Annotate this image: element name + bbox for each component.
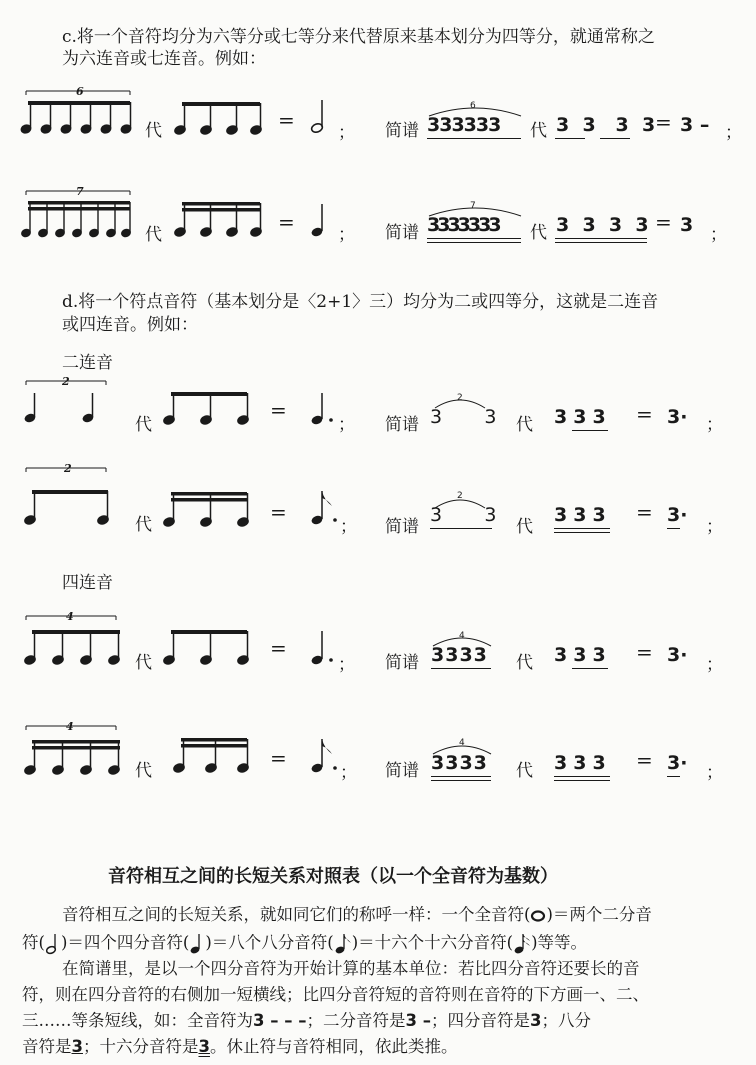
sixteenth-note-icon — [513, 933, 531, 955]
tuplet-number: 4 — [66, 720, 74, 733]
semicolon: ； — [338, 225, 355, 245]
jianpu-equal: 3 — [680, 214, 694, 236]
p2-text-3d: ；八分 — [541, 1011, 591, 1030]
underline — [431, 776, 491, 777]
jianpu-label: 简谱 — [385, 223, 419, 243]
dai-label: 代 — [530, 121, 547, 141]
p1-text-d: )＝四个四分音符( — [60, 933, 190, 952]
semicolon: ； — [338, 415, 355, 435]
dai-label: 代 — [135, 761, 152, 781]
sixteenth-notes-three — [173, 736, 263, 776]
quarter-note — [310, 200, 334, 240]
equals-sign: = — [636, 402, 653, 426]
jianpu-tuplet: 333333 — [427, 114, 501, 136]
dai-label: 代 — [530, 223, 547, 243]
underline — [600, 138, 630, 139]
jianpu-tuplet-number: 4 — [459, 738, 465, 748]
jianpu-tuplet-number: 4 — [459, 631, 465, 641]
paragraph-2-line3 — [22, 1008, 591, 1034]
p2-text-3c: ；四分音符是 — [430, 1011, 530, 1030]
jianpu-tuplet: 3 3 — [430, 504, 497, 526]
jianpu-label: 简谱 — [385, 415, 419, 435]
underline — [555, 138, 585, 139]
underline — [667, 528, 680, 529]
dotted-eighth-note — [310, 736, 344, 776]
semicolon: ； — [706, 517, 723, 537]
underline — [554, 776, 610, 777]
dai-label: 代 — [145, 121, 162, 141]
dai-label: 代 — [516, 415, 533, 435]
jianpu-equal: 3 – — [680, 114, 710, 136]
intro-c-line1: c.将一个音符均分为六等分或七等分来代替原来基本划分为四等分，就通常称之 — [62, 27, 655, 47]
underline — [431, 780, 491, 781]
dai-label: 代 — [135, 515, 152, 535]
p2-text-4c: 。休止符与音符相同，依此类推。 — [209, 1037, 458, 1056]
equals-sign: = — [278, 210, 295, 234]
underline — [554, 780, 610, 781]
eighth-notes-three — [163, 390, 253, 430]
semicolon: ； — [706, 655, 723, 675]
underline — [667, 776, 680, 777]
dai-label: 代 — [516, 761, 533, 781]
dotted-eighth-note — [310, 488, 344, 528]
table-title: 音符相互之间的长短关系对照表（以一个全音符为基数） — [108, 866, 558, 887]
underline — [430, 528, 492, 529]
dai-label: 代 — [516, 517, 533, 537]
jianpu-replaced: 333 — [554, 644, 612, 666]
whole-example: 3 – – – — [253, 1011, 307, 1030]
jianpu-replaced: 3 3 3 3 — [556, 114, 656, 136]
underline — [431, 668, 491, 669]
p2-text-3b: ；二分音符是 — [306, 1011, 406, 1030]
intro-d-line2: 或四连音。例如： — [62, 315, 198, 335]
half-note-icon — [45, 933, 61, 955]
p1-text-e: )＝八个八分音符( — [205, 933, 334, 952]
jianpu-equal: 3· — [667, 752, 688, 774]
jianpu-equal: 3· — [667, 504, 688, 526]
equals-sign: = — [636, 640, 653, 664]
underline — [427, 238, 521, 239]
tuplet-number: 6 — [76, 85, 84, 98]
jianpu-tuplet: 3333 — [431, 752, 488, 774]
jianpu-replaced: 3 3 3 3 — [556, 214, 649, 236]
tuplet-number: 2 — [64, 462, 72, 475]
p2-text-3a: 三……等条短线，如：全音符为 — [22, 1011, 253, 1030]
underline — [572, 668, 608, 669]
jianpu-tuplet: 3333 — [431, 644, 488, 666]
underline — [572, 430, 608, 431]
eighth-example: 3 — [71, 1037, 83, 1056]
jianpu-replaced: 333 — [554, 752, 612, 774]
jianpu-tuplet-number: 2 — [457, 491, 463, 501]
paragraph-2-line4 — [22, 1034, 457, 1060]
semicolon: ； — [338, 123, 355, 143]
jianpu-tuplet-number: 6 — [470, 101, 476, 111]
jianpu-label: 简谱 — [385, 121, 419, 141]
jianpu-tuplet-number: 7 — [470, 201, 476, 211]
jianpu-label: 简谱 — [385, 517, 419, 537]
underline — [554, 532, 610, 533]
semicolon: ； — [725, 123, 742, 143]
eighth-notes-four — [175, 100, 265, 140]
sixteenth-notes-three — [163, 490, 253, 530]
eighth-note-icon — [334, 933, 352, 955]
p2-text-4b: ；十六分音符是 — [82, 1037, 199, 1056]
p1-text-c: 符( — [22, 933, 45, 952]
dai-label: 代 — [135, 415, 152, 435]
p2-text-4a: 音符是 — [22, 1037, 72, 1056]
underline — [554, 528, 610, 529]
paragraph-2-line1: 在简谱里，是以一个四分音符为开始计算的基本单位：若比四分音符还要长的音 — [62, 959, 640, 978]
jianpu-label: 简谱 — [385, 653, 419, 673]
p1-text-b: )＝两个二分音 — [546, 905, 652, 924]
dotted-quarter-note — [310, 628, 340, 668]
semicolon: ； — [706, 415, 723, 435]
equals-sign: = — [270, 636, 287, 660]
equals-sign: = — [270, 500, 287, 524]
sixteenth-notes-four — [175, 200, 265, 240]
paragraph-2-line2: 符，则在四分音符的右侧加一短横线；比四分音符短的音符则在音符的下方画一、二、 — [22, 985, 649, 1004]
quarter-example: 3 — [529, 1011, 542, 1030]
paragraph-1-line1 — [62, 902, 652, 928]
semicolon: ； — [338, 655, 355, 675]
half-example: 3 – — [405, 1011, 431, 1030]
underline — [555, 242, 647, 243]
eighth-notes-three — [163, 628, 253, 668]
dotted-quarter-note — [310, 390, 340, 430]
tuplet-number: 7 — [76, 185, 84, 198]
equals-sign: = — [278, 108, 295, 132]
semicolon: ； — [340, 763, 357, 783]
equals-sign: = — [270, 746, 287, 770]
semicolon: ； — [710, 225, 727, 245]
semicolon: ； — [340, 517, 357, 537]
tuplet-number: 2 — [62, 375, 70, 388]
equals-sign: = — [636, 748, 653, 772]
underline — [427, 242, 521, 243]
jianpu-tuplet-number: 2 — [457, 393, 463, 403]
intro-c-line2: 为六连音或七连音。例如： — [62, 49, 266, 69]
jianpu-label: 简谱 — [385, 761, 419, 781]
underline — [427, 138, 521, 139]
underline — [555, 238, 647, 239]
sixteenth-example: 3 — [198, 1037, 210, 1056]
jianpu-replaced: 333 — [554, 504, 612, 526]
jianpu-equal: 3· — [667, 644, 688, 666]
p1-text-a: 音符相互之间的长短关系，就如同它们的称呼一样：一个全音符( — [62, 905, 531, 924]
p1-text-f: )＝十六个十六分音符( — [351, 933, 514, 952]
equals-sign: = — [270, 398, 287, 422]
jianpu-tuplet: 3333333 — [427, 214, 499, 236]
p1-text-g: )等等。 — [531, 933, 587, 952]
equals-sign: = — [655, 210, 672, 234]
paragraph-1-line2 — [22, 930, 587, 956]
jianpu-equal: 3· — [667, 406, 688, 428]
dai-label: 代 — [516, 653, 533, 673]
intro-d-line1: d.将一个符点音符（基本划分是〈2+1〉三）均分为二或四等分，这就是二连音 — [62, 292, 659, 312]
jianpu-tuplet: 3 3 — [430, 406, 497, 428]
semicolon: ； — [706, 763, 723, 783]
quarter-note-icon — [189, 933, 205, 955]
jianpu-replaced: 333 — [554, 406, 612, 428]
section-duplet: 二连音 — [62, 353, 113, 373]
equals-sign: = — [636, 500, 653, 524]
whole-note-icon — [530, 909, 546, 923]
section-quadruplet: 四连音 — [62, 573, 113, 593]
equals-sign: = — [655, 110, 672, 134]
dai-label: 代 — [135, 653, 152, 673]
half-note — [310, 98, 330, 138]
dai-label: 代 — [145, 225, 162, 245]
tuplet-number: 4 — [66, 610, 74, 623]
